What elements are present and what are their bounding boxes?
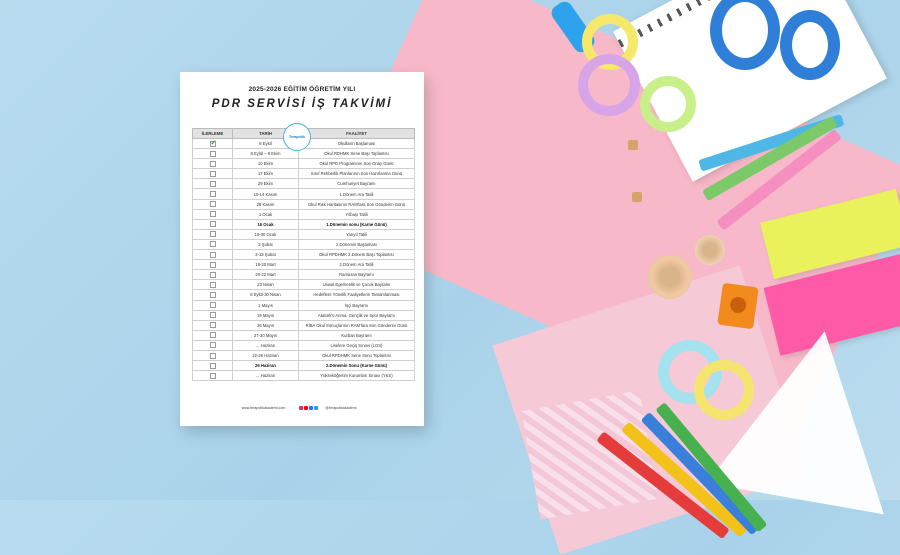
progress-checkbox[interactable] xyxy=(210,302,216,308)
progress-cell xyxy=(193,239,233,249)
table-row xyxy=(193,270,415,280)
progress-cell xyxy=(193,361,233,371)
progress-cell xyxy=(193,290,233,300)
document-footer xyxy=(180,406,424,410)
column-header-progress: İLERLEME xyxy=(193,129,233,139)
date-cell: 26 Haziran xyxy=(233,361,299,371)
progress-checkbox[interactable] xyxy=(210,282,216,288)
facebook-icon xyxy=(309,406,313,410)
table-row xyxy=(193,260,415,270)
date-cell: 19-30 Ocak xyxy=(233,229,299,239)
activity-cell: Hedeflere Yönelik Faaliyetlerin Tamamlanması xyxy=(299,290,415,300)
scissors-decoration xyxy=(780,10,840,80)
progress-cell xyxy=(193,139,233,149)
twitter-icon xyxy=(314,406,318,410)
document-title: PDR SERVİSİ İŞ TAKVİMİ xyxy=(211,98,393,110)
table-row xyxy=(193,361,415,371)
table-row xyxy=(193,239,415,249)
progress-cell xyxy=(193,219,233,229)
table-row xyxy=(193,250,415,260)
date-cell: 1 Ocak xyxy=(233,209,299,219)
brand-logo-text: Terapötik xyxy=(289,135,305,139)
activity-cell: Okul RPD Programının Son Onay Günü xyxy=(299,159,415,169)
progress-checkbox[interactable] xyxy=(210,342,216,348)
progress-cell xyxy=(193,189,233,199)
date-cell: 17 Ekim xyxy=(233,169,299,179)
activity-cell: Ramazan Bayramı xyxy=(299,270,415,280)
progress-checkbox[interactable] xyxy=(210,363,216,369)
progress-cell xyxy=(193,159,233,169)
washi-tape-decoration xyxy=(578,54,640,116)
table-row xyxy=(193,310,415,320)
date-cell: 20-22 Mart xyxy=(233,270,299,280)
progress-checkbox[interactable] xyxy=(210,221,216,227)
activity-cell: Okul RPDHMK 2.Dönem Başı Toplantısı xyxy=(299,250,415,260)
schedule-table xyxy=(192,128,415,381)
table-row xyxy=(193,189,415,199)
table-row xyxy=(193,330,415,340)
table-row xyxy=(193,199,415,209)
progress-cell xyxy=(193,280,233,290)
pushpin-decoration xyxy=(632,192,642,202)
activity-cell: İşçi Bayramı xyxy=(299,300,415,310)
progress-checkbox[interactable] xyxy=(210,353,216,359)
schedule-document xyxy=(180,72,424,426)
table-row xyxy=(193,209,415,219)
activity-cell: Okul RPDHMK Sene Sonu Toplantısı xyxy=(299,350,415,360)
progress-checkbox[interactable] xyxy=(210,272,216,278)
date-cell: 16-20 Mart xyxy=(233,260,299,270)
date-cell: 19 Mayıs xyxy=(233,310,299,320)
table-row xyxy=(193,350,415,360)
table-row xyxy=(193,290,415,300)
progress-checkbox[interactable] xyxy=(210,373,216,379)
progress-checkbox[interactable] xyxy=(210,241,216,247)
progress-checkbox[interactable] xyxy=(210,322,216,328)
activity-cell: Yılbaşı Tatili xyxy=(299,209,415,219)
date-cell: 26 Mayıs xyxy=(233,320,299,330)
activity-cell: 2.Dönemin Sonu (Karne Günü) xyxy=(299,361,415,371)
activity-cell: Atatürk'ü Anma, Gençlik ve Spor Bayramı xyxy=(299,310,415,320)
table-row xyxy=(193,280,415,290)
date-cell: 28 Kasım xyxy=(233,199,299,209)
table-row xyxy=(193,149,415,159)
progress-checkbox[interactable] xyxy=(210,171,216,177)
date-cell: 23 Nisan xyxy=(233,280,299,290)
date-cell: 16 Ocak xyxy=(233,219,299,229)
progress-cell xyxy=(193,300,233,310)
activity-cell: Kurban Bayramı xyxy=(299,330,415,340)
date-cell: 8 Eylül – 8 Ekim xyxy=(233,149,299,159)
instagram-icon xyxy=(299,406,303,410)
activity-cell: Cumhuriyet Bayramı xyxy=(299,179,415,189)
date-cell: 8 Eylül xyxy=(233,139,299,149)
washi-tape-decoration xyxy=(640,76,696,132)
progress-checkbox[interactable] xyxy=(210,191,216,197)
pencil-shaving-decoration xyxy=(695,235,725,265)
date-cell: 10-14 Kasım xyxy=(233,189,299,199)
date-cell: 8 Eylül-30 Nisan xyxy=(233,290,299,300)
progress-checkbox[interactable] xyxy=(210,292,216,298)
brand-logo xyxy=(283,123,311,151)
activity-cell: Yükseköğretim Kurumları Sınavı (YKS) xyxy=(299,371,415,381)
activity-cell: Liselere Geçiş Sınavı (LGS) xyxy=(299,340,415,350)
progress-checkbox[interactable] xyxy=(210,332,216,338)
checked-checkbox[interactable] xyxy=(210,141,216,147)
table-row xyxy=(193,300,415,310)
date-cell: 2-13 Şubat xyxy=(233,250,299,260)
progress-cell xyxy=(193,371,233,381)
activity-cell: 2.Dönem Ara Tatili xyxy=(299,260,415,270)
activity-cell: Sınıf Rehberlik Planlarının Son Hazırlanma Günü xyxy=(299,169,415,179)
date-cell: 29 Ekim xyxy=(233,179,299,189)
progress-checkbox[interactable] xyxy=(210,201,216,207)
activity-cell: Okulların Başlaması xyxy=(299,139,415,149)
date-cell: 2 Şubat xyxy=(233,239,299,249)
activity-cell: Okul Risk Haritasının RAM'lara Son Gönderim Günü xyxy=(299,199,415,209)
progress-cell xyxy=(193,350,233,360)
date-cell: 10 Ekim xyxy=(233,159,299,169)
activity-cell: Okul RDHMK Sene Başı Toplantısı xyxy=(299,149,415,159)
table-row xyxy=(193,179,415,189)
progress-checkbox[interactable] xyxy=(210,312,216,318)
progress-checkbox[interactable] xyxy=(210,161,216,167)
footer-website: www.terapotikakademi.com xyxy=(241,406,286,410)
date-cell: 1 Mayıs xyxy=(233,300,299,310)
youtube-icon xyxy=(304,406,308,410)
patterned-paper-decoration xyxy=(521,390,658,519)
progress-cell xyxy=(193,250,233,260)
progress-checkbox[interactable] xyxy=(210,211,216,217)
activity-cell: RİBA Okul Sonuçlarının RAM'lara Son Gönderim Günü xyxy=(299,320,415,330)
table-row xyxy=(193,229,415,239)
progress-cell xyxy=(193,270,233,280)
activity-cell: Ulusal Egemenlik ve Çocuk Bayramı xyxy=(299,280,415,290)
activity-cell: 1.Dönem Ara Tatili xyxy=(299,189,415,199)
progress-cell xyxy=(193,149,233,159)
progress-cell xyxy=(193,340,233,350)
column-header-activity: FAALİYET xyxy=(299,129,415,139)
table-row xyxy=(193,169,415,179)
progress-checkbox[interactable] xyxy=(210,252,216,258)
progress-checkbox[interactable] xyxy=(210,151,216,157)
progress-cell xyxy=(193,310,233,320)
progress-checkbox[interactable] xyxy=(210,231,216,237)
progress-cell xyxy=(193,229,233,239)
activity-cell: Yarıyıl Tatili xyxy=(299,229,415,239)
date-cell: 22-26 Haziran xyxy=(233,350,299,360)
progress-cell xyxy=(193,320,233,330)
table-row xyxy=(193,320,415,330)
date-cell: ... Haziran xyxy=(233,371,299,381)
table-row xyxy=(193,219,415,229)
progress-cell xyxy=(193,330,233,340)
column-header-date: TARİH xyxy=(233,129,299,139)
progress-cell xyxy=(193,199,233,209)
table-row xyxy=(193,371,415,381)
date-cell: 27-30 Mayıs xyxy=(233,330,299,340)
table-row xyxy=(193,159,415,169)
activity-cell: 2.Dönemin Başlaması xyxy=(299,239,415,249)
date-cell: ... Haziran xyxy=(233,340,299,350)
progress-cell xyxy=(193,179,233,189)
progress-cell xyxy=(193,260,233,270)
activity-cell: 1.Dönemin sonu (Karne Günü) xyxy=(299,219,415,229)
table-row xyxy=(193,340,415,350)
document-year-title: 2025-2026 EĞİTİM ÖĞRETİM YILI xyxy=(248,86,356,93)
pencil-shaving-decoration xyxy=(648,255,692,299)
progress-checkbox[interactable] xyxy=(210,181,216,187)
triangle-ruler-decoration xyxy=(707,316,900,515)
progress-checkbox[interactable] xyxy=(210,262,216,268)
footer-handle: @terapotikakademi xyxy=(325,406,357,410)
schedule-table-body xyxy=(193,139,415,381)
progress-cell xyxy=(193,209,233,219)
progress-cell xyxy=(193,169,233,179)
pushpin-decoration xyxy=(628,140,638,150)
social-icons xyxy=(298,406,362,410)
